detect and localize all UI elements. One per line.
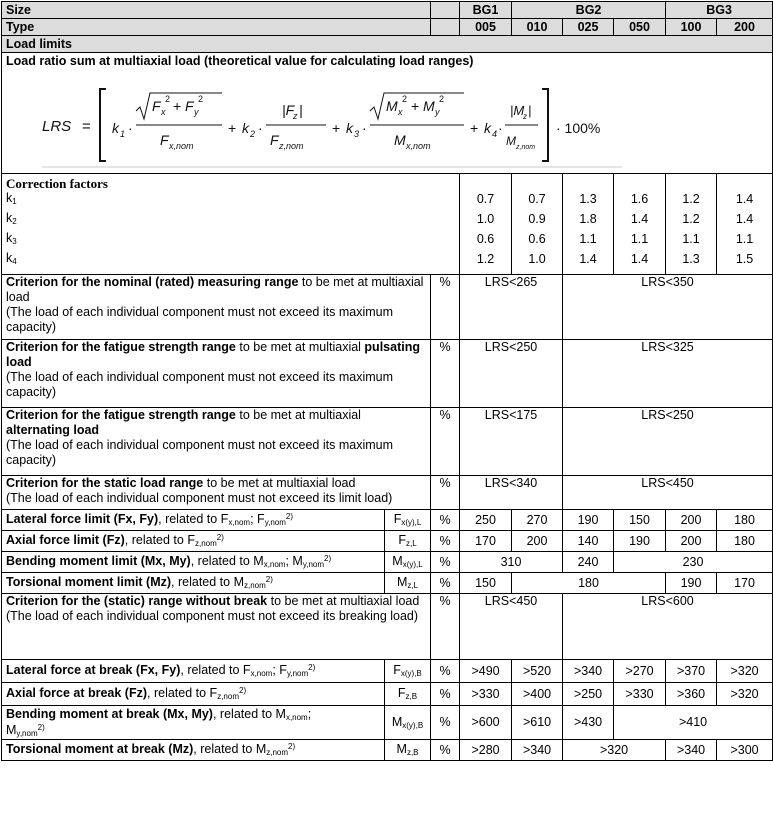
unit: % xyxy=(431,552,460,573)
svg-text:+: + xyxy=(228,120,237,136)
svg-text:·: · xyxy=(258,120,263,136)
criterion-row xyxy=(2,340,773,408)
size-row xyxy=(2,2,773,19)
value-005: >600 xyxy=(460,706,512,740)
torsional-moment-limit-row xyxy=(2,573,773,594)
value-005: >490 xyxy=(460,660,512,683)
lrs-formula xyxy=(32,69,632,169)
formula-lhs: LRS xyxy=(42,118,72,135)
svg-text:y: y xyxy=(194,107,199,117)
cf-col-200: 1.4 1.4 1.1 1.5 xyxy=(717,174,773,275)
value-200: 180 xyxy=(717,510,773,531)
value-200: >320 xyxy=(717,683,773,706)
svg-text:k: k xyxy=(484,120,491,136)
unit: % xyxy=(431,531,460,552)
cf-col-050: 1.6 1.4 1.1 1.4 xyxy=(614,174,666,275)
criterion-bg1: LRS<340 xyxy=(460,476,563,510)
unit: % xyxy=(431,408,460,476)
svg-text:2: 2 xyxy=(250,129,256,139)
criterion-bg1: LRS<450 xyxy=(460,594,563,660)
value-050-200: >410 xyxy=(614,706,773,740)
correction-factors-row xyxy=(2,174,773,275)
symbol: Mx(y),L xyxy=(385,552,431,573)
value-005: >330 xyxy=(460,683,512,706)
break-criterion-row xyxy=(2,594,773,660)
type-label: Type xyxy=(2,19,431,36)
svg-text:=: = xyxy=(82,118,91,135)
svg-text:·: · xyxy=(362,120,367,136)
svg-text:+: + xyxy=(470,120,479,136)
type-025: 025 xyxy=(563,19,614,36)
symbol: Fz,B xyxy=(385,683,431,706)
value-010: >610 xyxy=(512,706,563,740)
value-025: >340 xyxy=(563,660,614,683)
svg-text:M: M xyxy=(386,98,398,114)
row-label: Axial force at break (Fz), related to Fz,nom$^{2)}$ xyxy=(2,683,385,706)
criterion-bg1: LRS<250 xyxy=(460,340,563,408)
svg-text:2: 2 xyxy=(198,94,204,104)
criterion-text: Criterion for the fatigue strength range to be met at multiaxial pulsating load (The load of each individual component must not exceed its maximum capacity) xyxy=(2,340,431,408)
k2-label: k2 xyxy=(6,211,17,226)
value-005: >280 xyxy=(460,740,512,761)
criterion-other: LRS<350 xyxy=(563,275,773,340)
correction-title: Correction factors xyxy=(6,176,108,191)
header-blank xyxy=(431,19,460,36)
left-bracket xyxy=(100,89,106,161)
axial-force-limit-row xyxy=(2,531,773,552)
svg-text:· 100%: · 100% xyxy=(556,120,601,136)
svg-text:k: k xyxy=(346,120,353,136)
type-100: 100 xyxy=(666,19,717,36)
svg-text:F: F xyxy=(185,98,194,114)
load-limits-row xyxy=(2,36,773,53)
unit: % xyxy=(431,683,460,706)
svg-text:z: z xyxy=(293,111,298,121)
criterion-text: Criterion for the (static) range without break to be met at multiaxial load (The load of each individual component must not exceed its breaking load) xyxy=(2,594,431,660)
k1-label: k1 xyxy=(6,191,17,206)
svg-text:x: x xyxy=(398,107,403,117)
type-row xyxy=(2,19,773,36)
value-050: >270 xyxy=(614,660,666,683)
svg-text:z,nom: z,nom xyxy=(516,144,536,151)
svg-text:k: k xyxy=(112,120,119,136)
svg-text:|F: |F xyxy=(282,102,295,118)
unit: % xyxy=(431,594,460,660)
svg-text:1: 1 xyxy=(120,129,126,139)
svg-text:M: M xyxy=(394,132,406,148)
unit: % xyxy=(431,510,460,531)
symbol: Mz,B xyxy=(385,740,431,761)
formula-title: Load ratio sum at multiaxial load (theoretical value for calculating load ranges) xyxy=(6,54,474,68)
unit: % xyxy=(431,740,460,761)
criterion-other: LRS<600 xyxy=(563,594,773,660)
svg-text:z: z xyxy=(523,112,527,121)
symbol: Fx(y),L xyxy=(385,510,431,531)
row-label: Axial force limit (Fz), related to Fz,nom$^{2)}$ xyxy=(2,531,385,552)
criterion-row xyxy=(2,275,773,340)
value-100: >340 xyxy=(666,740,717,761)
symbol: Fx(y),B xyxy=(385,660,431,683)
row-label: Lateral force limit (Fx, Fy), related to Fx,nom; Fy,nom$^{2)}$ xyxy=(2,510,385,531)
svg-text:4: 4 xyxy=(492,129,498,139)
svg-text:F: F xyxy=(270,132,279,148)
svg-text:F: F xyxy=(160,132,169,148)
group-bg3: BG3 xyxy=(666,2,773,19)
symbol: Mx(y),B xyxy=(385,706,431,740)
criterion-other: LRS<250 xyxy=(563,408,773,476)
value-100: 190 xyxy=(666,573,717,594)
value-200: 180 xyxy=(717,531,773,552)
formula-cell xyxy=(2,53,773,174)
svg-text:2: 2 xyxy=(439,94,445,104)
svg-text:x,nom: x,nom xyxy=(406,141,431,151)
value-200: >300 xyxy=(717,740,773,761)
group-bg1: BG1 xyxy=(460,2,512,19)
value-050: >330 xyxy=(614,683,666,706)
load-limits-title: Load limits xyxy=(2,36,773,53)
value-025: 240 xyxy=(563,552,614,573)
value-025: 190 xyxy=(563,510,614,531)
symbol: Mz,L xyxy=(385,573,431,594)
unit: % xyxy=(431,706,460,740)
row-label: Torsional moment limit (Mz), related to Mz,nom$^{2)}$ xyxy=(2,573,385,594)
criterion-bg1: LRS<265 xyxy=(460,275,563,340)
symbol: Fz,L xyxy=(385,531,431,552)
torsional-moment-break-row xyxy=(2,740,773,761)
value-025-050: >320 xyxy=(563,740,666,761)
bending-moment-limit-row xyxy=(2,552,773,573)
svg-text:·: · xyxy=(128,120,133,136)
load-limits-table xyxy=(1,1,773,761)
unit: % xyxy=(431,275,460,340)
unit: % xyxy=(431,340,460,408)
criterion-other: LRS<325 xyxy=(563,340,773,408)
svg-text:|: | xyxy=(528,103,532,118)
row-label: Bending moment at break (Mx, My), related to Mx,nom; My,nom$^{2)}$ xyxy=(2,706,385,740)
value-200: >320 xyxy=(717,660,773,683)
value-050-200: 230 xyxy=(614,552,773,573)
unit: % xyxy=(431,476,460,510)
criterion-text: Criterion for the nominal (rated) measuring range to be met at multiaxial load (The load of each individual component must not exceed its maximum capacity) xyxy=(2,275,431,340)
svg-text:M: M xyxy=(423,98,435,114)
value-100: >370 xyxy=(666,660,717,683)
cf-col-100: 1.2 1.2 1.1 1.3 xyxy=(666,174,717,275)
svg-text:+: + xyxy=(332,120,341,136)
value-010: >400 xyxy=(512,683,563,706)
k4-label: k4 xyxy=(6,251,17,266)
value-025: >250 xyxy=(563,683,614,706)
svg-text:M: M xyxy=(506,134,516,148)
type-010: 010 xyxy=(512,19,563,36)
svg-text:+: + xyxy=(173,98,182,114)
value-050: 150 xyxy=(614,510,666,531)
size-label: Size xyxy=(2,2,431,19)
row-label: Torsional moment at break (Mz), related to Mz,nom$^{2)}$ xyxy=(2,740,385,761)
svg-text:|: | xyxy=(299,102,303,118)
unit: % xyxy=(431,573,460,594)
value-005: 250 xyxy=(460,510,512,531)
type-005: 005 xyxy=(460,19,512,36)
svg-text:3: 3 xyxy=(354,129,360,139)
header-blank xyxy=(431,2,460,19)
value-010-050: 180 xyxy=(512,573,666,594)
lateral-force-break-row xyxy=(2,660,773,683)
value-100: 200 xyxy=(666,510,717,531)
svg-text:y: y xyxy=(435,107,440,117)
svg-text:|M: |M xyxy=(510,103,525,118)
criterion-other: LRS<450 xyxy=(563,476,773,510)
cf-col-010: 0.7 0.9 0.6 1.0 xyxy=(512,174,563,275)
lateral-force-limit-row xyxy=(2,510,773,531)
value-010: >340 xyxy=(512,740,563,761)
svg-text:F: F xyxy=(152,98,161,114)
formula-row xyxy=(2,53,773,174)
svg-text:x: x xyxy=(161,107,166,117)
row-label: Bending moment limit (Mx, My), related to Mx,nom; My,nom$^{2)}$ xyxy=(2,552,385,573)
svg-text:·: · xyxy=(498,120,503,136)
criterion-text: Criterion for the static load range to be met at multiaxial load (The load of each individual component must not exceed its limit load) xyxy=(2,476,431,510)
value-005: 150 xyxy=(460,573,512,594)
svg-text:x,nom: x,nom xyxy=(169,141,194,151)
svg-text:z,nom: z,nom xyxy=(279,141,304,151)
criterion-text: Criterion for the fatigue strength range to be met at multiaxial alternating load (The load of each individual component must not exceed its maximum capacity) xyxy=(2,408,431,476)
criterion-row xyxy=(2,476,773,510)
cf-col-005: 0.7 1.0 0.6 1.2 xyxy=(460,174,512,275)
type-050: 050 xyxy=(614,19,666,36)
right-bracket xyxy=(542,89,548,161)
value-005-010: 310 xyxy=(460,552,563,573)
row-label: Lateral force at break (Fx, Fy), related to Fx,nom; Fy,nom$^{2)}$ xyxy=(2,660,385,683)
value-025: 140 xyxy=(563,531,614,552)
value-005: 170 xyxy=(460,531,512,552)
cf-col-025: 1.3 1.8 1.1 1.4 xyxy=(563,174,614,275)
criterion-row xyxy=(2,408,773,476)
unit: % xyxy=(431,660,460,683)
value-100: >360 xyxy=(666,683,717,706)
k3-label: k3 xyxy=(6,231,17,246)
value-200: 170 xyxy=(717,573,773,594)
svg-text:+: + xyxy=(411,98,420,114)
value-100: 200 xyxy=(666,531,717,552)
value-010: 270 xyxy=(512,510,563,531)
type-200: 200 xyxy=(717,19,773,36)
criterion-bg1: LRS<175 xyxy=(460,408,563,476)
value-025: >430 xyxy=(563,706,614,740)
group-bg2: BG2 xyxy=(512,2,666,19)
correction-labels xyxy=(2,174,460,275)
bending-moment-break-row xyxy=(2,706,773,740)
value-010: >520 xyxy=(512,660,563,683)
value-050: 190 xyxy=(614,531,666,552)
axial-force-break-row xyxy=(2,683,773,706)
value-010: 200 xyxy=(512,531,563,552)
svg-text:k: k xyxy=(242,120,249,136)
svg-text:2: 2 xyxy=(402,94,408,104)
svg-text:2: 2 xyxy=(165,94,171,104)
